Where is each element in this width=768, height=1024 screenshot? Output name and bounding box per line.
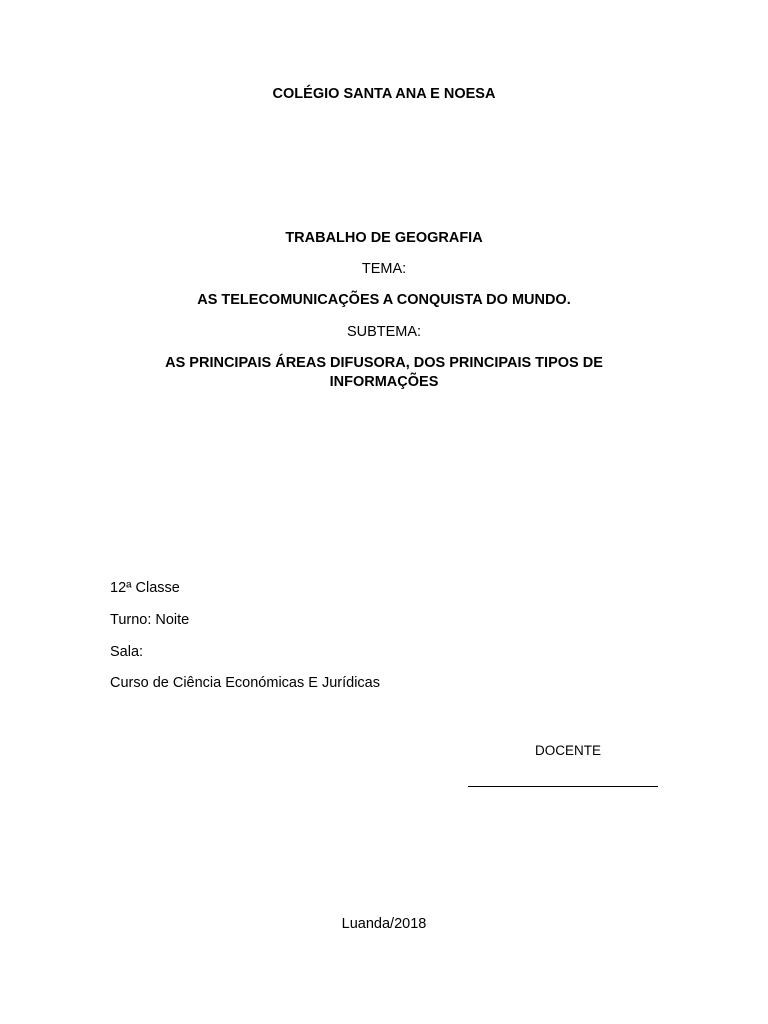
work-title: TRABALHO DE GEOGRAFIA — [285, 230, 483, 246]
school-name: COLÉGIO SANTA ANA E NOESA — [272, 86, 496, 102]
subtema-text-line2: INFORMAÇÕES — [329, 374, 439, 390]
tema-label: TEMA: — [361, 261, 407, 277]
tema-text: AS TELECOMUNICAÇÕES A CONQUISTA DO MUNDO. — [197, 292, 571, 308]
place-year: Luanda/2018 — [341, 916, 427, 932]
sala-text: Sala: — [110, 644, 144, 660]
curso-text: Curso de Ciência Económicas E Jurídicas — [110, 675, 380, 691]
signature-line — [468, 786, 658, 787]
classe-text: 12ª Classe — [110, 580, 180, 596]
docente-label: DOCENTE — [534, 743, 601, 758]
subtema-text-line1: AS PRINCIPAIS ÁREAS DIFUSORA, DOS PRINCIPAIS TIPOS DE — [165, 355, 603, 371]
subtema-label: SUBTEMA: — [346, 324, 422, 340]
turno-text: Turno: Noite — [110, 612, 190, 628]
